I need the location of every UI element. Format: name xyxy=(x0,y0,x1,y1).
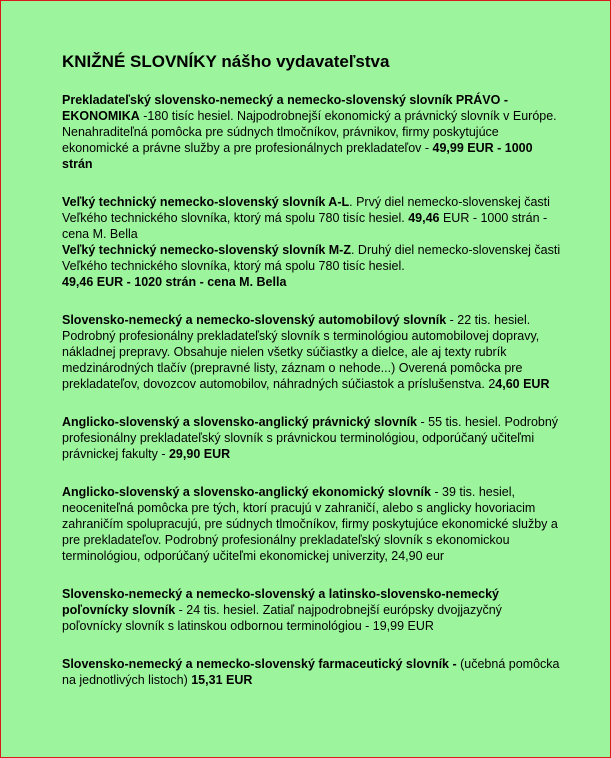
entry-description: -180 tisíc hesiel. Najpodrobnejší ekonomický a právnický slovník v Európe. Nenahraditeľná pomôcka pre súdnych tlmočníkov, právnikov, firmy poskytujúce ekonomické a právne služby a pre profesionálnych prekladateľov - xyxy=(62,109,557,155)
entry-description: . Prvý diel nemecko-slovenskej časti Veľkého technického slovníka, ktorý má spolu 780 tisíc hesiel. xyxy=(62,195,550,225)
entry-name: Slovensko-nemecký a nemecko-slovenský farmaceutický slovník - xyxy=(62,657,461,671)
entry-name: Prekladateľský slovensko-nemecký a nemecko-slovenský slovník PRÁVO - EKONOMIKA xyxy=(62,93,509,123)
entry-description: - 39 tis. hesiel, neoceniteľná pomôcka pre tých, ktorí pracujú v zahraničí, alebo s anglicky hovoriacim zahraničím spolupracujú, pre súdnych tlmočníkov, firmy poskytujúce ekonomické služby a pre prekladateľov. Podrobný profesionálny prekladateľský slovník s ekonomickou terminológiou, odporúčaný učiteľmi ekonomickej univerzity, 24,90 eur xyxy=(62,485,558,563)
dictionary-entry-ekonomicky xyxy=(62,484,562,564)
entry-price: 49,99 EUR - 1000 strán xyxy=(62,141,533,171)
dictionary-entry-pravnicky xyxy=(62,414,562,462)
dictionary-entry-farmaceuticky xyxy=(62,656,562,688)
entry-name: Anglicko-slovenský a slovensko-anglický právnický slovník xyxy=(62,415,418,429)
entry-price: 49,46 EUR - 1020 strán - cena M. Bella xyxy=(62,275,287,289)
dictionary-entry-technicky-a-l xyxy=(62,194,562,242)
entry-description: . Druhý diel nemecko-slovenskej časti Veľkého technického slovníka, ktorý má spolu 780 tisíc hesiel. xyxy=(62,243,561,273)
entry-name: Anglicko-slovenský a slovensko-anglický ekonomický slovník xyxy=(62,485,431,499)
entry-description-tail: EUR - 1000 strán - cena M. Bella xyxy=(62,211,548,241)
entry-description: - 24 tis. hesiel. Zatiaľ najpodrobnejší európsky dvojjazyčný poľovnícky slovník s latinskou odbornou terminológiou - 19,99 EUR xyxy=(62,603,502,633)
entry-price: 49,46 xyxy=(408,211,440,225)
entry-price: 29,90 EUR xyxy=(168,447,231,461)
page-title-rest: nášho vydavateľstva xyxy=(216,52,390,71)
page-content xyxy=(62,52,562,710)
entry-description: (učebná pomôcka na jednotlivých listoch) xyxy=(62,657,560,687)
entry-price: 15,31 EUR xyxy=(191,673,253,687)
dictionary-entry-pravo-ekonomika xyxy=(62,92,562,172)
entry-description: - 55 tis. hesiel. Podrobný profesionálny prekladateľský slovník s právnickou terminológiou, odporúčaný učiteľmi právnickej fakulty - xyxy=(62,415,559,461)
entry-name: Slovensko-nemecký a nemecko-slovenský a latinsko-slovensko-nemecký poľovnícky slovník xyxy=(62,587,500,617)
dictionary-entry-technicky-m-z xyxy=(62,242,562,290)
page-title xyxy=(62,52,562,72)
entry-price: 4,60 EUR xyxy=(495,377,550,391)
entry-name: Veľký technický nemecko-slovenský slovník M-Z xyxy=(62,243,351,257)
page-title-main: KNIŽNÉ SLOVNÍKY xyxy=(62,52,217,71)
dictionary-entry-polovnicky xyxy=(62,586,562,634)
dictionary-entry-automobilovy xyxy=(62,312,562,392)
entry-name: Veľký technický nemecko-slovenský slovník A-L xyxy=(62,195,350,209)
entry-description: - 22 tis. hesiel. Podrobný profesionálny prekladateľský slovník s terminológiou automobilovej dopravy, nákladnej prepravy. Obsahuje nielen všetky súčiastky a dielce, ale aj texty rubrík medzinárodných tlačív (prepravné listy, záznam o nehode...) Overená pomôcka pre prekladateľov, dovozcov automobilov, náhradných súčiastok a príslušenstva. 2 xyxy=(62,313,540,391)
entry-name: Slovensko-nemecký a nemecko-slovenský automobilový slovník xyxy=(62,313,447,327)
